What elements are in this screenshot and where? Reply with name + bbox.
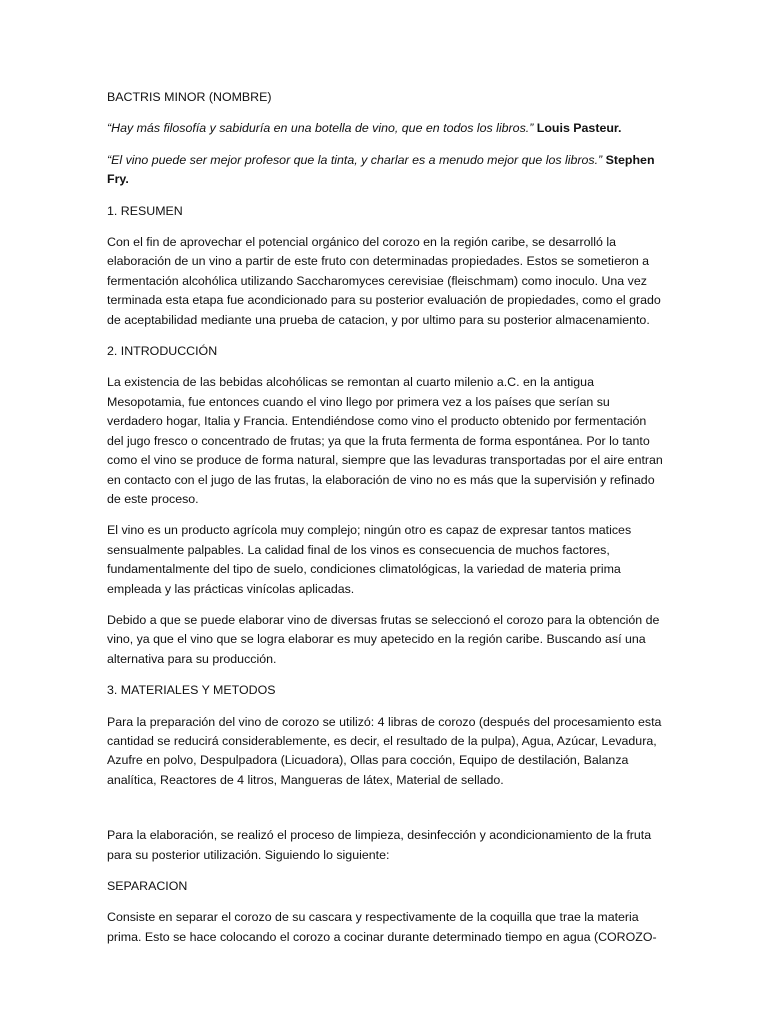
document-page bbox=[107, 88, 663, 959]
quote-pasteur bbox=[107, 119, 663, 138]
quote-text: “Hay más filosofía y sabiduría en una botella de vino, que en todos los libros.” bbox=[107, 121, 534, 136]
paragraph-separacion: Consiste en separar el corozo de su cascara y respectivamente de la coquilla que trae la materia prima. Esto se hace colocando el corozo a cocinar durante determinado tiempo en agua (COROZO- bbox=[107, 910, 657, 944]
section-heading-introduccion: 2. INTRODUCCIÓN bbox=[107, 344, 218, 359]
paragraph-introduccion-3: Debido a que se puede elaborar vino de diversas frutas se seleccionó el corozo para la obtención de vino, ya que el vino que se logra elaborar es muy apetecido en la región caribe. Buscando así una alternativa para su producción. bbox=[107, 612, 660, 666]
paragraph-introduccion-1: La existencia de las bebidas alcohólicas se remontan al cuarto milenio a.C. en la antigua Mesopotamia, fue entonces cuando el vino llego por primera vez a los países que serían su verdadero hogar, Italia y Francia. Entendiéndose como vino el producto obtenido por fermentación del jugo fresco o concentrado de frutas; ya que la fruta fermenta de forma espontánea. Por lo tanto como el vino se produce de forma natural, siempre que las levaduras transportadas por el aire entran en contacto con el jugo de las frutas, la elaboración de vino no es más que la supervisión y refinado de este proceso. bbox=[107, 375, 663, 506]
paragraph-materiales-1: Para la preparación del vino de corozo se utilizó: 4 libras de corozo (después del procesamiento esta cantidad se reducirá considerablemente, es decir, el resultado de la pulpa), Agua, Azúcar, Levadura, Azufre en polvo, Despulpadora (Licuadora), Ollas para cocción, Equipo de destilación, Balanza analítica, Reactores de 4 litros, Mangueras de látex, Material de sellado. bbox=[107, 714, 662, 787]
document-title: BACTRIS MINOR (NOMBRE) bbox=[107, 90, 272, 104]
paragraph-introduccion-2: El vino es un producto agrícola muy complejo; ningún otro es capaz de expresar tantos matices sensualmente palpables. La calidad final de los vinos es consecuencia de muchos factores, fundamentalmente del tipo de suelo, condiciones climatológicas, la variedad de materia prima empleada y las prácticas vinícolas aplicadas. bbox=[107, 523, 632, 596]
quote-text: “El vino puede ser mejor profesor que la tinta, y charlar es a menudo mejor que los libros.” bbox=[107, 152, 603, 167]
paragraph-materiales-2: Para la elaboración, se realizó el proceso de limpieza, desinfección y acondicionamiento de la fruta para su posterior utilización. Siguiendo lo siguiente: bbox=[107, 828, 652, 862]
section-heading-materiales: 3. MATERIALES Y METODOS bbox=[107, 683, 276, 698]
paragraph-resumen: Con el fin de aprovechar el potencial orgánico del corozo en la región caribe, se desarrolló la elaboración de un vino a partir de este fruto con determinadas propiedades. Estos se sometieron a fermentación alcohólica utilizando Saccharomyces cerevisiae (fleischmam) como inoculo. Una vez terminada esta etapa fue acondicionado para su posterior evaluación de propiedades, como el grado de aceptabilidad mediante una prueba de catacion, y por ultimo para su posterior almacenamiento. bbox=[107, 235, 661, 327]
quote-author: Louis Pasteur. bbox=[536, 121, 622, 136]
blank-line bbox=[107, 802, 663, 826]
quote-author: Stephen Fry. bbox=[107, 152, 655, 187]
section-heading-separacion: SEPARACION bbox=[107, 879, 188, 893]
quote-fry bbox=[107, 151, 663, 190]
section-heading-resumen: 1. RESUMEN bbox=[107, 203, 183, 218]
